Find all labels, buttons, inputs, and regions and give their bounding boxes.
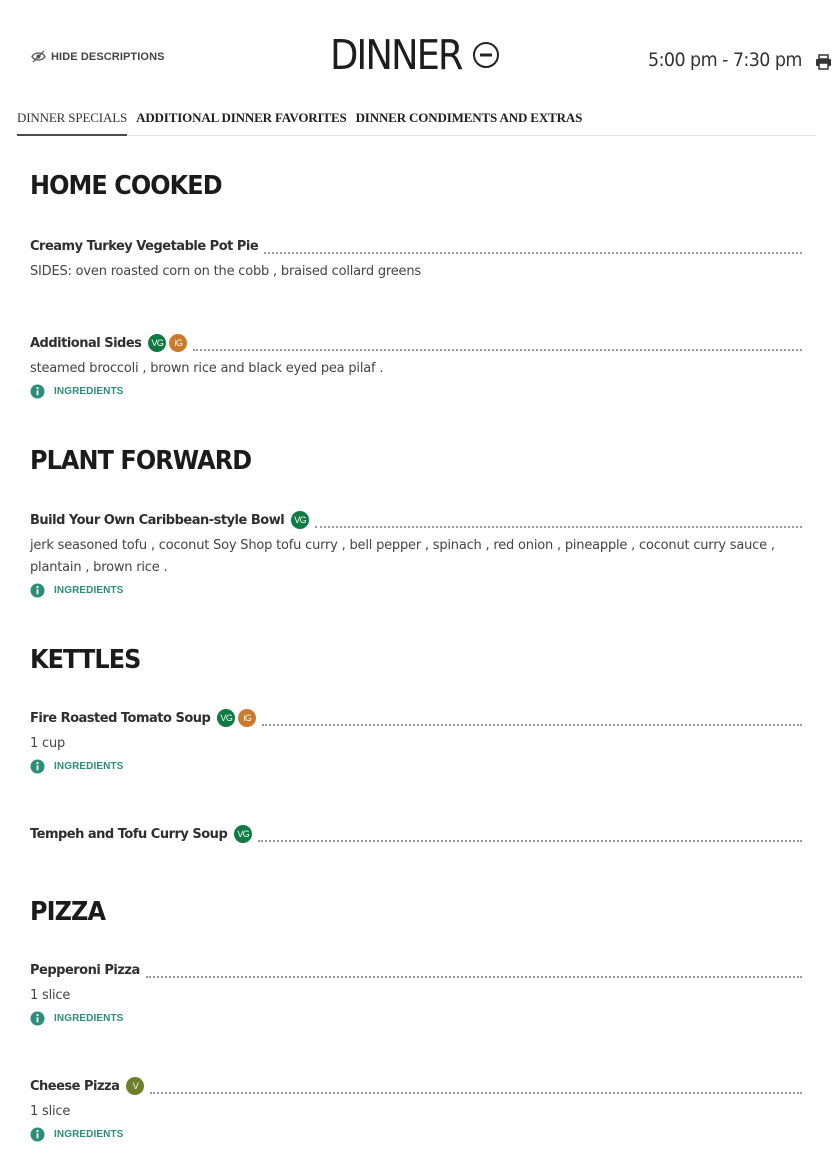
- ingredients-label: INGREDIENTS: [54, 386, 124, 397]
- menu-item-name[interactable]: Cheese Pizza: [30, 1078, 120, 1094]
- menu-item-description: 1 slice: [30, 1104, 71, 1119]
- info-circle-icon: [30, 1011, 45, 1026]
- ingredients-label: INGREDIENTS: [54, 1129, 124, 1140]
- page-title: DINNER: [330, 31, 462, 79]
- menu-item-name[interactable]: Additional Sides: [30, 335, 142, 351]
- section-title: PLANT FORWARD: [30, 446, 252, 476]
- vegan-badge[interactable]: VG: [217, 709, 235, 727]
- ingredients-label: INGREDIENTS: [54, 761, 124, 772]
- menu-item-description: 1 cup: [30, 736, 66, 751]
- dotted-leader: [146, 976, 802, 978]
- menu-item: [30, 825, 802, 843]
- menu-item: [30, 709, 802, 774]
- meal-hours: 5:00 pm - 7:30 pm: [648, 49, 802, 71]
- minus-circle-icon[interactable]: [472, 41, 500, 69]
- dotted-leader: [315, 526, 802, 528]
- menu-item: [30, 1077, 802, 1142]
- menu-item-header: [30, 237, 802, 255]
- menu-item-description: SIDES: oven roasted corn on the cobb , braised collard greens: [30, 264, 421, 279]
- menu-item: [30, 237, 802, 283]
- ingredients-link[interactable]: [30, 583, 802, 598]
- menu-item-header: [30, 334, 802, 352]
- menu-item-description: steamed broccoli , brown rice and black eyed pea pilaf .: [30, 361, 384, 376]
- menu-item-header: [30, 825, 802, 843]
- menu-item-header: [30, 1077, 802, 1095]
- dotted-leader: [264, 252, 802, 254]
- dotted-leader: [258, 840, 802, 842]
- vegan-badge[interactable]: VG: [291, 511, 309, 529]
- tab-additional-dinner-favorites[interactable]: ADDITIONAL DINNER FAVORITES: [136, 110, 347, 125]
- dotted-leader: [193, 349, 802, 351]
- menu-item: [30, 961, 802, 1026]
- section-title: KETTLES: [30, 645, 141, 675]
- dietary-badges: [148, 334, 187, 352]
- dietary-badges: [126, 1077, 144, 1095]
- vegetarian-badge[interactable]: V: [126, 1077, 144, 1095]
- menu-item: [30, 334, 802, 399]
- section-title: PIZZA: [30, 897, 106, 927]
- menu-item-header: [30, 961, 802, 979]
- menu-item-name[interactable]: Tempeh and Tofu Curry Soup: [30, 826, 228, 842]
- info-circle-icon: [30, 384, 45, 399]
- menu-item-name[interactable]: Fire Roasted Tomato Soup: [30, 710, 211, 726]
- menu-item-description: jerk seasoned tofu , coconut Soy Shop tofu curry , bell pepper , spinach , red onion , pineapple , coconut curry sauce , plantain , brown rice .: [30, 538, 775, 575]
- menu-item-header: [30, 709, 802, 727]
- menu-item: [30, 511, 802, 598]
- eye-slash-icon: [31, 50, 46, 63]
- menu-item-header: [30, 511, 802, 529]
- ingredients-link[interactable]: [30, 384, 802, 399]
- hide-descriptions-label: HIDE DESCRIPTIONS: [51, 50, 165, 63]
- ingredients-link[interactable]: [30, 1127, 802, 1142]
- title-block: [330, 30, 500, 80]
- info-circle-icon: [30, 759, 45, 774]
- hide-descriptions-toggle[interactable]: [31, 50, 165, 63]
- menu-item-name[interactable]: Pepperoni Pizza: [30, 962, 140, 978]
- ingredients-label: INGREDIENTS: [54, 585, 124, 596]
- menu-item-name[interactable]: Creamy Turkey Vegetable Pot Pie: [30, 238, 259, 254]
- in-balance-badge[interactable]: iG: [238, 709, 256, 727]
- ingredients-link[interactable]: [30, 759, 802, 774]
- dietary-badges: [217, 709, 256, 727]
- ingredients-label: INGREDIENTS: [54, 1013, 124, 1024]
- info-circle-icon: [30, 583, 45, 598]
- tab-dinner-condiments-and-extras[interactable]: DINNER CONDIMENTS AND EXTRAS: [355, 110, 583, 125]
- info-circle-icon: [30, 1127, 45, 1142]
- dietary-badges: [234, 825, 252, 843]
- printer-icon[interactable]: [815, 54, 832, 70]
- ingredients-link[interactable]: [30, 1011, 802, 1026]
- vegan-badge[interactable]: VG: [148, 334, 166, 352]
- menu-tabs: [17, 104, 816, 136]
- section-title: HOME COOKED: [30, 171, 222, 201]
- in-balance-badge[interactable]: iG: [169, 334, 187, 352]
- tab-dinner-specials[interactable]: DINNER SPECIALS: [17, 104, 127, 136]
- menu-item-description: 1 slice: [30, 988, 71, 1003]
- dotted-leader: [150, 1092, 802, 1094]
- vegan-badge[interactable]: VG: [234, 825, 252, 843]
- dotted-leader: [262, 724, 802, 726]
- menu-item-name[interactable]: Build Your Own Caribbean-style Bowl: [30, 512, 285, 528]
- dietary-badges: [291, 511, 309, 529]
